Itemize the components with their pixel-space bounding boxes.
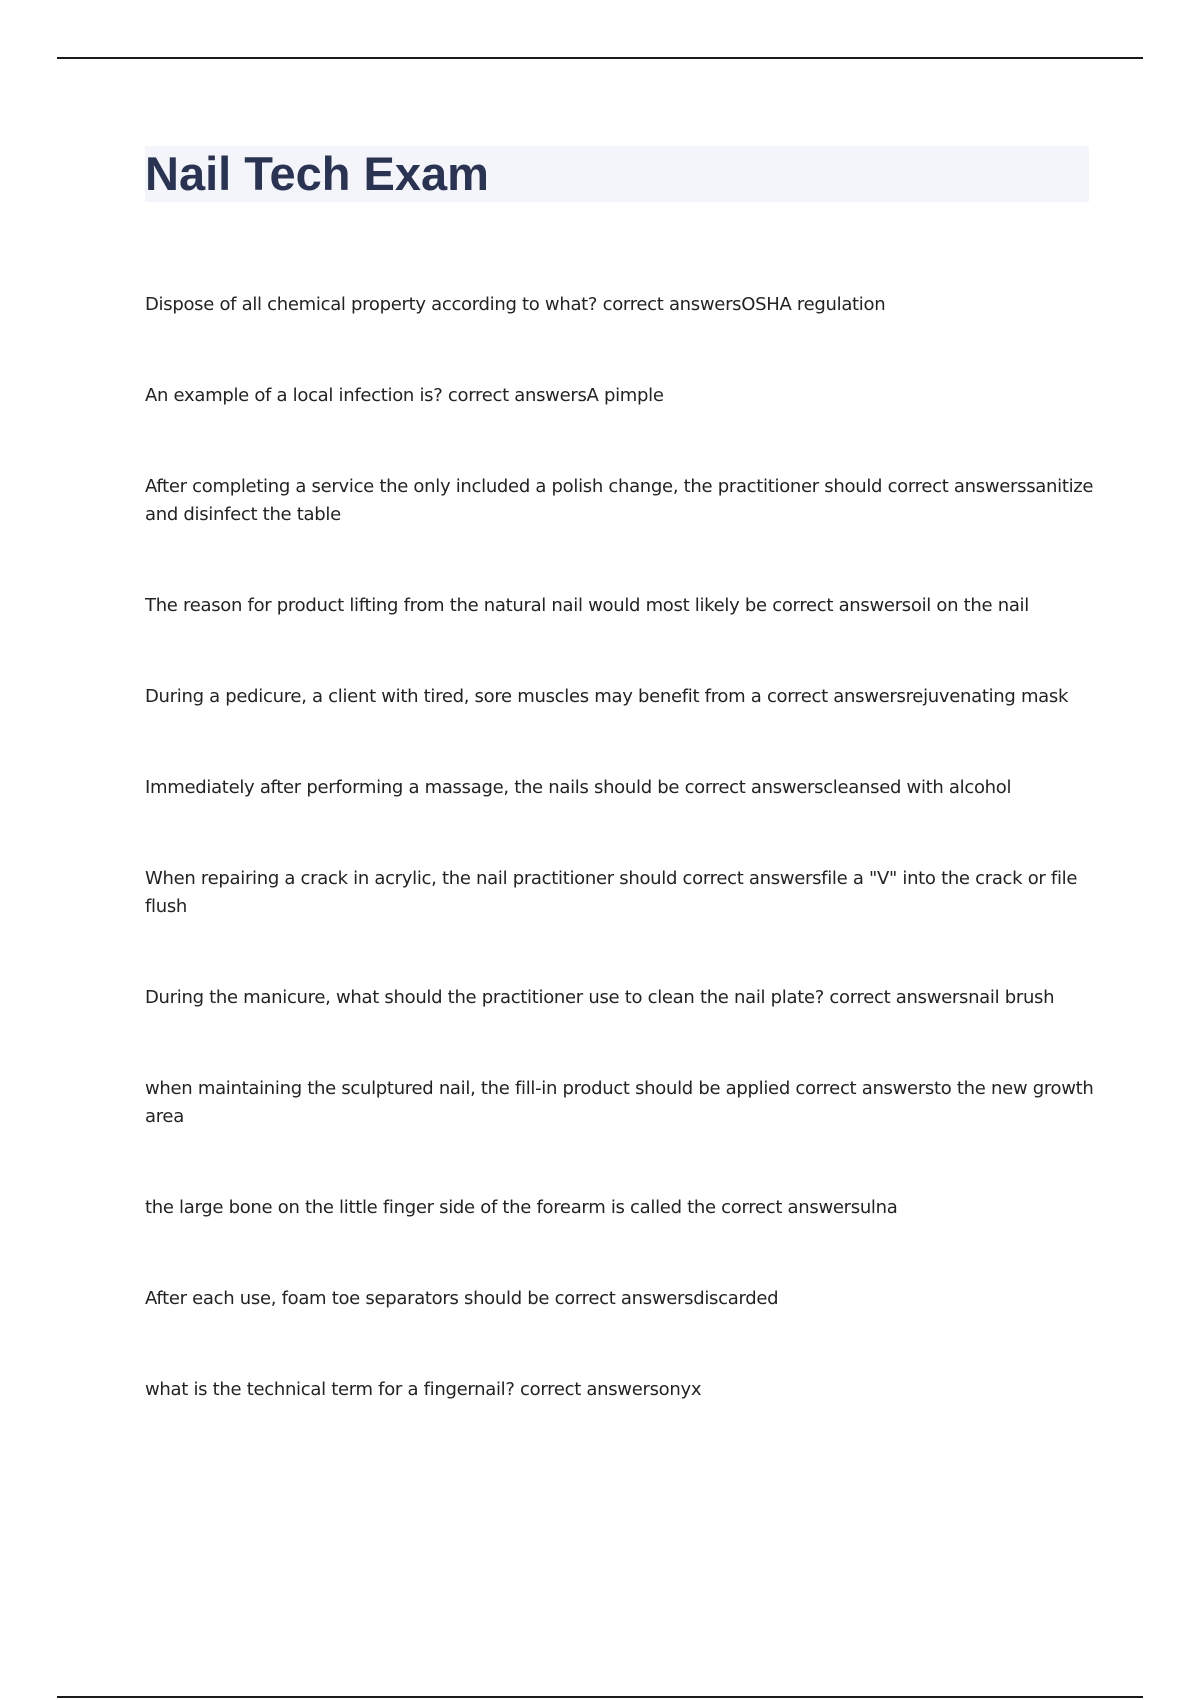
qa-item: the large bone on the little finger side of the forearm is called the correct answersulna bbox=[145, 1197, 898, 1218]
qa-item: Immediately after performing a massage, the nails should be correct answerscleansed with alcohol bbox=[145, 777, 1012, 798]
qa-item: An example of a local infection is? correct answersA pimple bbox=[145, 385, 664, 406]
document-title: Nail Tech Exam bbox=[145, 147, 489, 200]
question-list bbox=[145, 291, 1095, 1467]
qa-item: when maintaining the sculptured nail, the fill-in product should be applied correct answersto the new growth area bbox=[145, 1078, 1094, 1127]
qa-item: Dispose of all chemical property according to what? correct answersOSHA regulation bbox=[145, 294, 886, 315]
qa-item: When repairing a crack in acrylic, the nail practitioner should correct answersfile a "V" into the crack or file flush bbox=[145, 868, 1078, 917]
qa-item: The reason for product lifting from the natural nail would most likely be correct answersoil on the nail bbox=[145, 595, 1029, 616]
qa-item: During a pedicure, a client with tired, sore muscles may benefit from a correct answersrejuvenating mask bbox=[145, 686, 1069, 707]
qa-item: what is the technical term for a fingernail? correct answersonyx bbox=[145, 1379, 702, 1400]
qa-item: During the manicure, what should the practitioner use to clean the nail plate? correct answersnail brush bbox=[145, 987, 1055, 1008]
qa-item: After completing a service the only included a polish change, the practitioner should correct answerssanitize and disinfect the table bbox=[145, 476, 1094, 525]
qa-item: After each use, foam toe separators should be correct answersdiscarded bbox=[145, 1288, 779, 1309]
bottom-rule bbox=[57, 1696, 1143, 1698]
top-rule bbox=[57, 57, 1143, 59]
title-banner bbox=[145, 146, 1089, 202]
